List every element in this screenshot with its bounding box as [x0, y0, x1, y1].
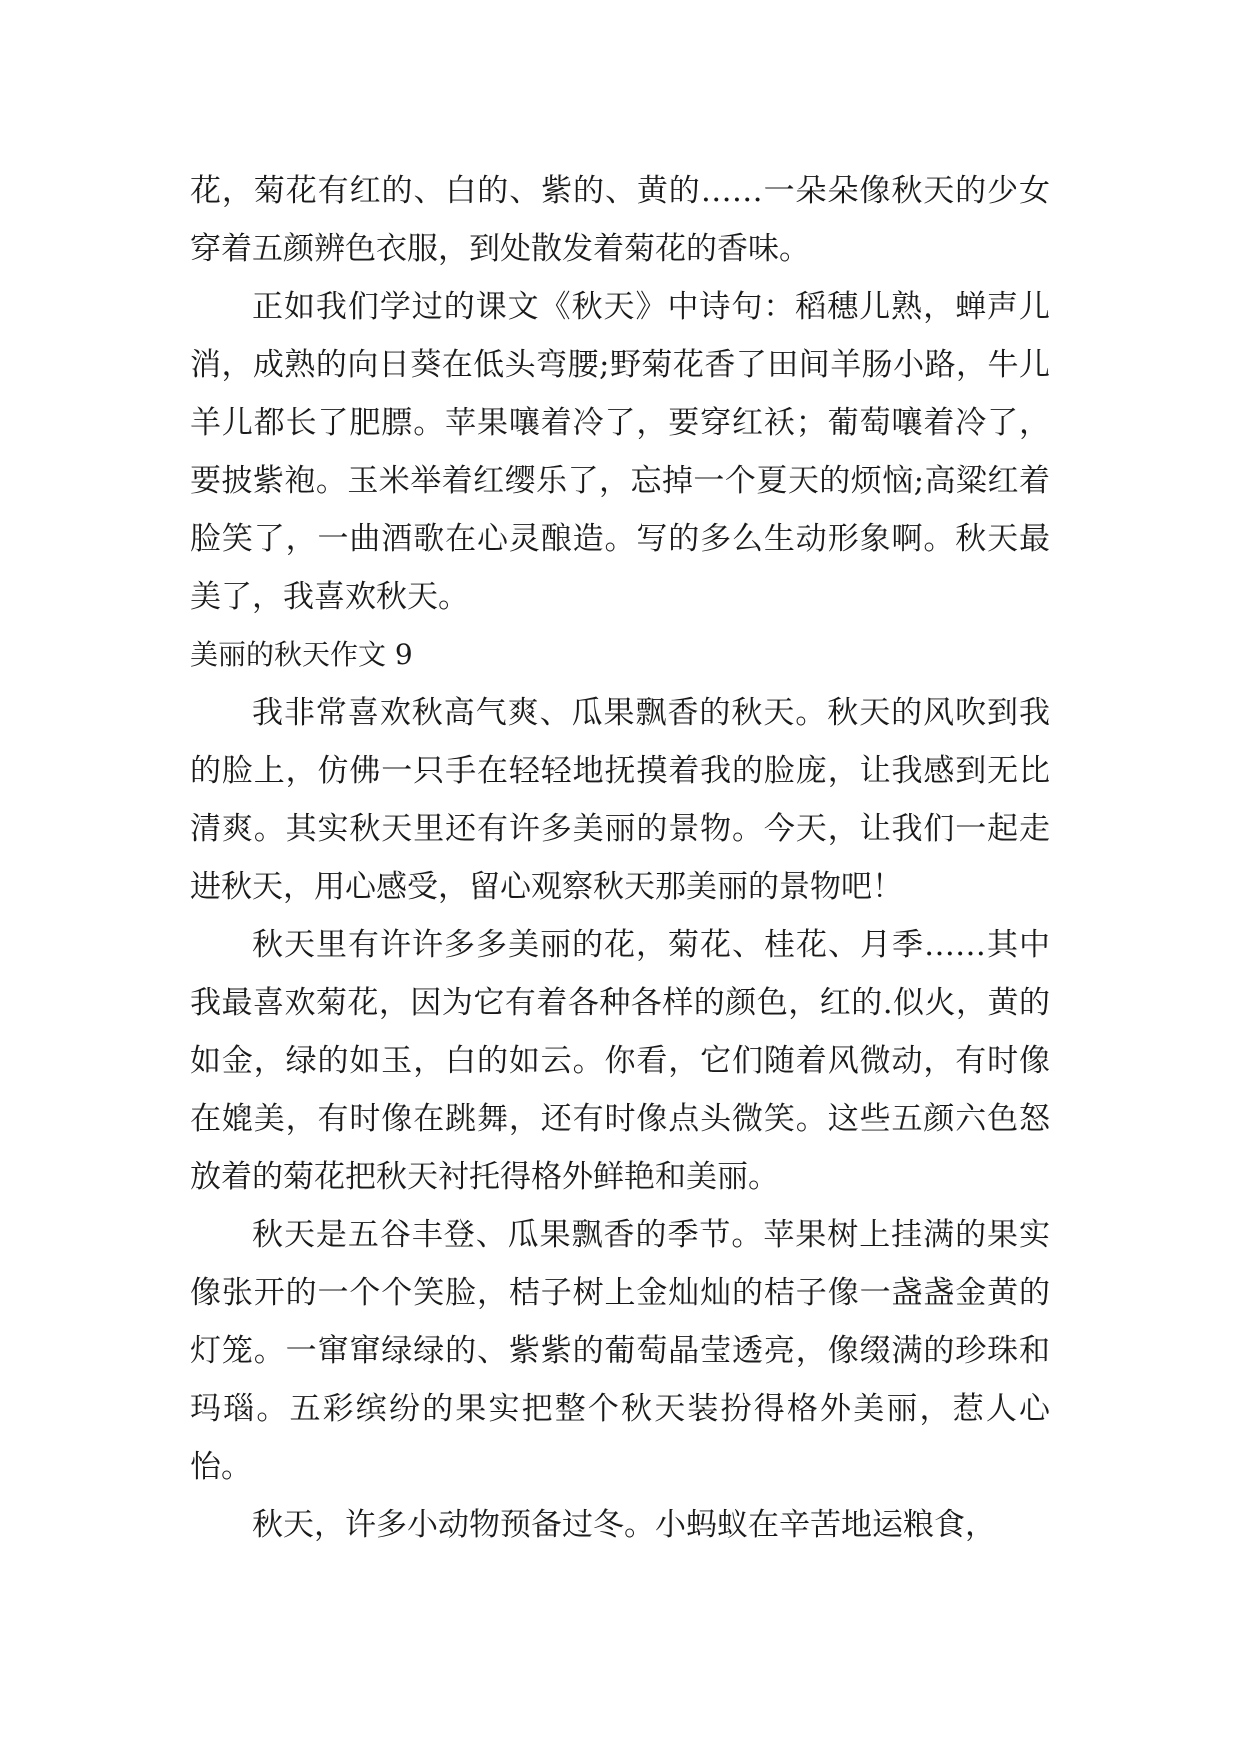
- paragraph: 秋天，许多小动物预备过冬。小蚂蚁在辛苦地运粮食，: [252, 1507, 996, 1543]
- paragraph: 秋天是五谷丰登、瓜果飘香的季节。苹果树上挂满的果实像张开的一个个笑脸，桔子树上金灿灿的桔子像一盏盏金黄的灯笼。一窜窜绿绿的、紫紫的葡萄晶莹透亮，像缀满的珍珠和玛瑙。五彩缤纷的果实把整个秋天装扮得格外美丽，惹人心怡。: [190, 1217, 1050, 1485]
- document-body: [190, 162, 1050, 1554]
- paragraph: 我非常喜欢秋高气爽、瓜果飘香的秋天。秋天的风吹到我的脸上，仿佛一只手在轻轻地抚摸着我的脸庞，让我感到无比清爽。其实秋天里还有许多美丽的景物。今天，让我们一起走进秋天，用心感受，留心观察秋天那美丽的景物吧！: [190, 695, 1050, 905]
- paragraph: 正如我们学过的课文《秋天》中诗句：稻穗儿熟，蝉声儿消，成熟的向日葵在低头弯腰;野菊花香了田间羊肠小路，牛儿羊儿都长了肥膘。苹果嚷着冷了，要穿红袄；葡萄嚷着冷了，要披紫袍。玉米举着红缨乐了，忘掉一个夏天的烦恼;高粱红着脸笑了，一曲酒歌在心灵酿造。写的多么生动形象啊。秋天最美了，我喜欢秋天。: [190, 289, 1050, 615]
- section-heading: 美丽的秋天作文 9: [190, 638, 413, 671]
- paragraph: 花，菊花有红的、白的、紫的、黄的……一朵朵像秋天的少女穿着五颜辨色衣服，到处散发着菊花的香味。: [190, 173, 1050, 267]
- paragraph: 秋天里有许许多多美丽的花，菊花、桂花、月季……其中我最喜欢菊花，因为它有着各种各样的颜色，红的.似火，黄的如金，绿的如玉，白的如云。你看，它们随着风微动，有时像在媲美，有时像在跳舞，还有时像点头微笑。这些五颜六色怒放着的菊花把秋天衬托得格外鲜艳和美丽。: [190, 927, 1050, 1195]
